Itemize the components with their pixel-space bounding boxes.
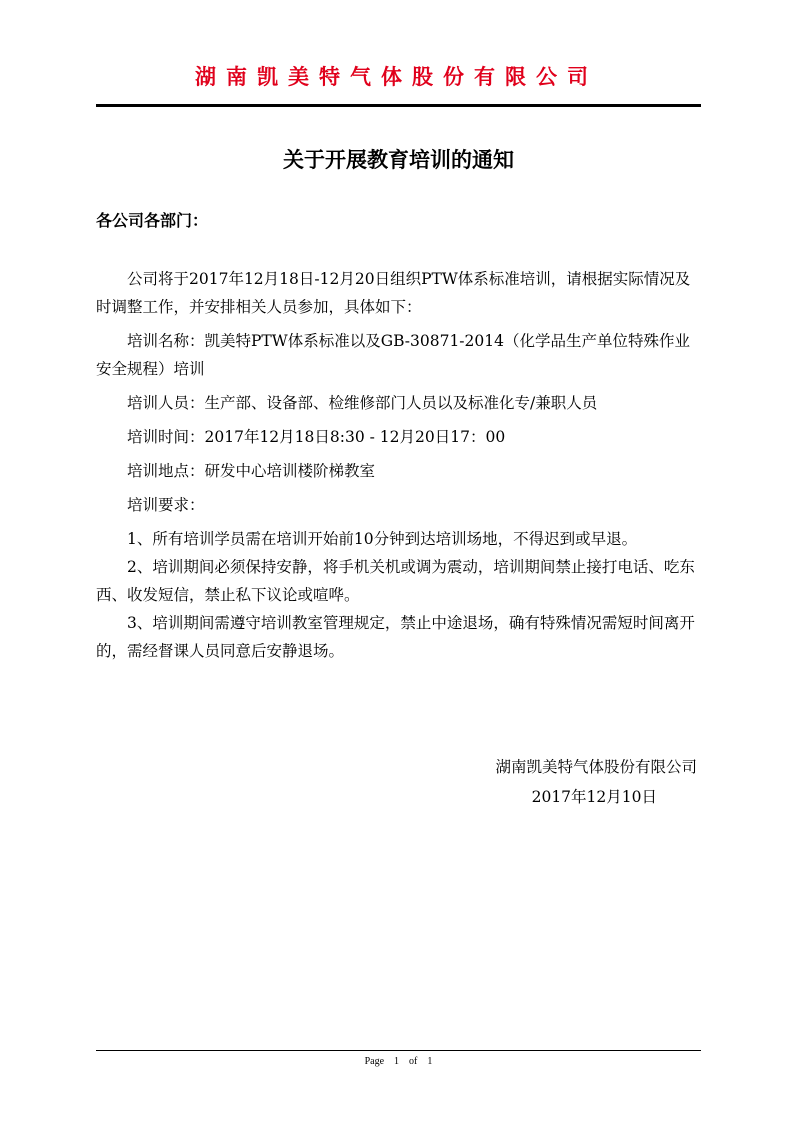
- paragraph-intro: 公司将于2017年12月18日-12月20日组织PTW体系标准培训，请根据实际情况及时调整工作，并安排相关人员参加，具体如下：: [96, 270, 691, 316]
- paragraph-training-requirements: 培训要求：: [127, 496, 205, 514]
- page-number: Page 1 of 1: [364, 1056, 433, 1067]
- signature-block: [495, 752, 697, 812]
- requirement-item: 3、培训期间需遵守培训教室管理规定，禁止中途退场，确有特殊情况需短时间离开的，需经督课人员同意后安静退场。: [96, 614, 695, 660]
- salutation: 各公司各部门：: [96, 211, 209, 230]
- signature-company: 湖南凯美特气体股份有限公司: [495, 758, 697, 776]
- signature-date: 2017年12月10日: [531, 788, 657, 806]
- paragraph-training-location: 培训地点：研发中心培训楼阶梯教室: [127, 462, 376, 480]
- document-body: [96, 265, 701, 665]
- footer-rule: [96, 1050, 701, 1051]
- paragraph-training-name: 培训名称：凯美特PTW体系标准以及GB-30871-2014（化学品生产单位特殊作业安全规程）培训: [96, 332, 690, 378]
- letterhead-rule: [96, 104, 701, 107]
- paragraph-training-time: 培训时间：2017年12月18日8:30 - 12月20日17：00: [127, 428, 506, 446]
- letterhead-company: 湖南凯美特气体股份有限公司: [195, 64, 598, 89]
- requirement-item: 2、培训期间必须保持安静，将手机关机或调为震动，培训期间禁止接打电话、吃东西、收发短信，禁止私下议论或喧哗。: [96, 558, 695, 604]
- requirement-item: 1、所有培训学员需在培训开始前10分钟到达培训场地，不得迟到或早退。: [127, 530, 638, 548]
- paragraph-training-staff: 培训人员：生产部、设备部、检维修部门人员以及标准化专/兼职人员: [127, 394, 598, 412]
- document-title: 关于开展教育培训的通知: [283, 147, 514, 172]
